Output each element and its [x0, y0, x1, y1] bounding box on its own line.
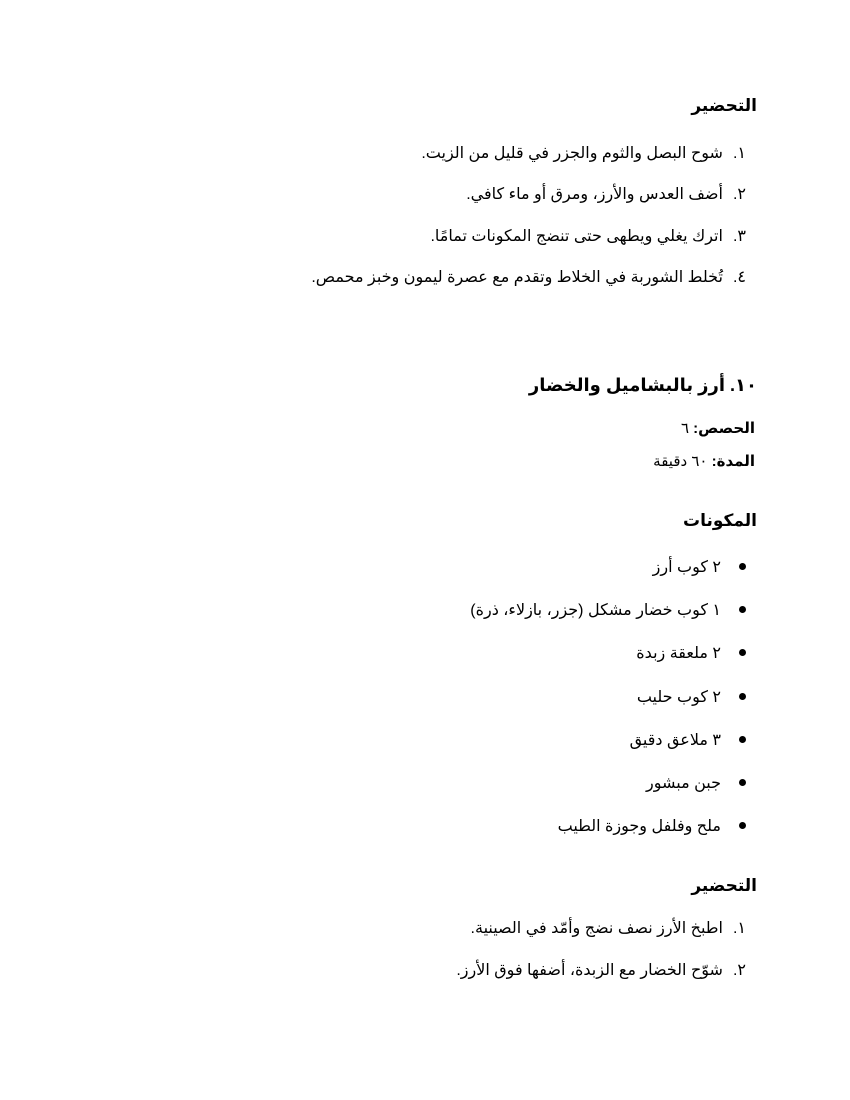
servings-value: ٦ — [680, 420, 689, 437]
ingredient-item — [653, 557, 746, 579]
prep-heading-2: التحضير — [691, 876, 757, 895]
servings-label: الحصص: — [693, 420, 755, 437]
ingredient-text: جبن مبشور — [645, 775, 721, 792]
ingredient-text: ٣ ملاعق دقيق — [629, 732, 721, 749]
ingredient-text: ٢ كوب حليب — [636, 689, 721, 706]
ingredients-heading: المكونات — [682, 511, 757, 530]
ingredient-text: ملح وفلفل وجوزة الطيب — [557, 818, 721, 835]
step-text: اطبخ الأرز نصف نضج وأمّد في الصينية. — [470, 920, 723, 937]
servings-line — [681, 419, 755, 439]
ingredient-item — [558, 816, 746, 838]
step-number: ١. — [732, 145, 746, 162]
step-text: شوح البصل والثوم والجزر في قليل من الزيت. — [421, 145, 723, 162]
prep-heading-1: التحضير — [691, 96, 757, 115]
duration-value: ٦٠ دقيقة — [653, 453, 708, 470]
ingredient-item — [636, 643, 746, 665]
bullet-icon — [739, 563, 746, 570]
ingredient-text: ١ كوب خضار مشكل (جزر، بازلاء، ذرة) — [470, 602, 721, 619]
step-text: شوّح الخضار مع الزبدة، أضفها فوق الأرز. — [456, 962, 723, 979]
bullet-icon — [739, 822, 746, 829]
step-number: ٤. — [732, 269, 746, 286]
step-text: اترك يغلي ويطهى حتى تنضج المكونات تمامًا. — [430, 228, 723, 245]
ingredient-item — [630, 730, 746, 752]
bullet-icon — [739, 649, 746, 656]
step-text: أضف العدس والأرز، ومرق أو ماء كافي. — [466, 186, 723, 203]
ingredient-item — [646, 773, 746, 795]
bullet-icon — [739, 693, 746, 700]
step-number: ٢. — [732, 962, 746, 979]
bullet-icon — [739, 779, 746, 786]
step-item — [311, 267, 746, 289]
step-item — [421, 143, 746, 165]
step-item — [471, 918, 746, 940]
step-number: ١. — [732, 920, 746, 937]
recipe-title: ١٠. أرز بالبشاميل والخضار — [528, 375, 757, 395]
ingredient-item — [637, 687, 746, 709]
bullet-icon — [739, 606, 746, 613]
step-number: ٢. — [732, 186, 746, 203]
ingredient-text: ٢ ملعقة زبدة — [636, 645, 721, 662]
ingredient-text: ٢ كوب أرز — [652, 559, 721, 576]
duration-label: المدة: — [711, 453, 755, 470]
step-item — [456, 960, 746, 982]
step-text: تُخلط الشوربة في الخلاط وتقدم مع عصرة ليمون وخبز محمص. — [311, 269, 723, 286]
step-item — [466, 184, 746, 206]
step-item — [430, 226, 746, 248]
step-number: ٣. — [732, 228, 746, 245]
bullet-icon — [739, 736, 746, 743]
duration-line — [653, 452, 755, 472]
ingredient-item — [470, 600, 746, 622]
